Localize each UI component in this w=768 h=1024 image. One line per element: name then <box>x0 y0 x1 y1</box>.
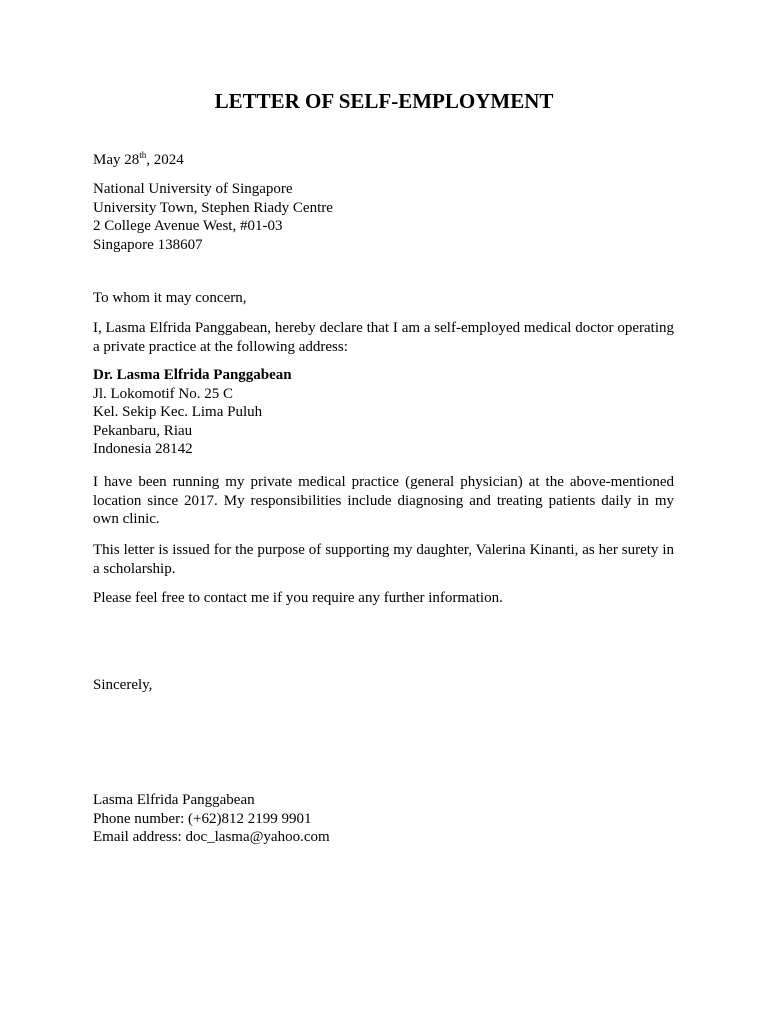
declaration-text: I, Lasma Elfrida Panggabean, hereby declare that I am a self-employed medical doctor operating a private practice at the following address: <box>93 320 674 355</box>
purpose-paragraph <box>93 541 674 578</box>
body-paragraph: Please feel free to contact me if you require any further information. <box>93 590 503 606</box>
signature-phone: Phone number: (+62)812 2199 9901 <box>93 810 312 827</box>
recipient-address-line: 2 College Avenue West, #01-03 <box>93 218 283 234</box>
closing <box>93 676 674 695</box>
body-paragraph: I have been running my private medical practice (general physician) at the above-mentioned location since 2017. My responsibilities include diagnosing and treating patients daily in my own clinic. <box>93 474 674 527</box>
letter-title: LETTER OF SELF-EMPLOYMENT <box>214 89 554 113</box>
signature-name: Lasma Elfrida Panggabean <box>93 792 255 808</box>
date-year: , 2024 <box>146 152 184 168</box>
recipient-address-line: Singapore 138607 <box>93 236 203 253</box>
contact-paragraph <box>93 589 674 608</box>
practice-address-line: Jl. Lokomotif No. 25 C <box>93 385 234 402</box>
signature-email: Email address: doc_lasma@yahoo.com <box>93 829 330 845</box>
recipient-address <box>93 180 674 254</box>
practice-history-paragraph <box>93 473 674 529</box>
date-ordinal-suffix: th <box>139 150 147 160</box>
date-month-day: May 28 <box>93 152 140 168</box>
practice-name: Dr. Lasma Elfrida Panggabean <box>93 367 292 383</box>
body-paragraph: This letter is issued for the purpose of supporting my daughter, Valerina Kinanti, as her surety in a scholarship. <box>93 542 674 577</box>
salutation <box>93 289 674 308</box>
practice-address-line: Indonesia 28142 <box>93 441 193 457</box>
declaration-paragraph <box>93 319 674 356</box>
letter-date <box>93 151 674 170</box>
signature-block <box>93 791 674 847</box>
recipient-address-line: National University of Singapore <box>93 181 293 197</box>
practice-address-line: Pekanbaru, Riau <box>93 422 193 439</box>
closing-text: Sincerely, <box>93 677 153 693</box>
salutation-text: To whom it may concern, <box>93 290 247 306</box>
practice-address <box>93 366 674 459</box>
recipient-address-line: University Town, Stephen Riady Centre <box>93 199 333 216</box>
practice-address-line: Kel. Sekip Kec. Lima Puluh <box>93 404 263 420</box>
